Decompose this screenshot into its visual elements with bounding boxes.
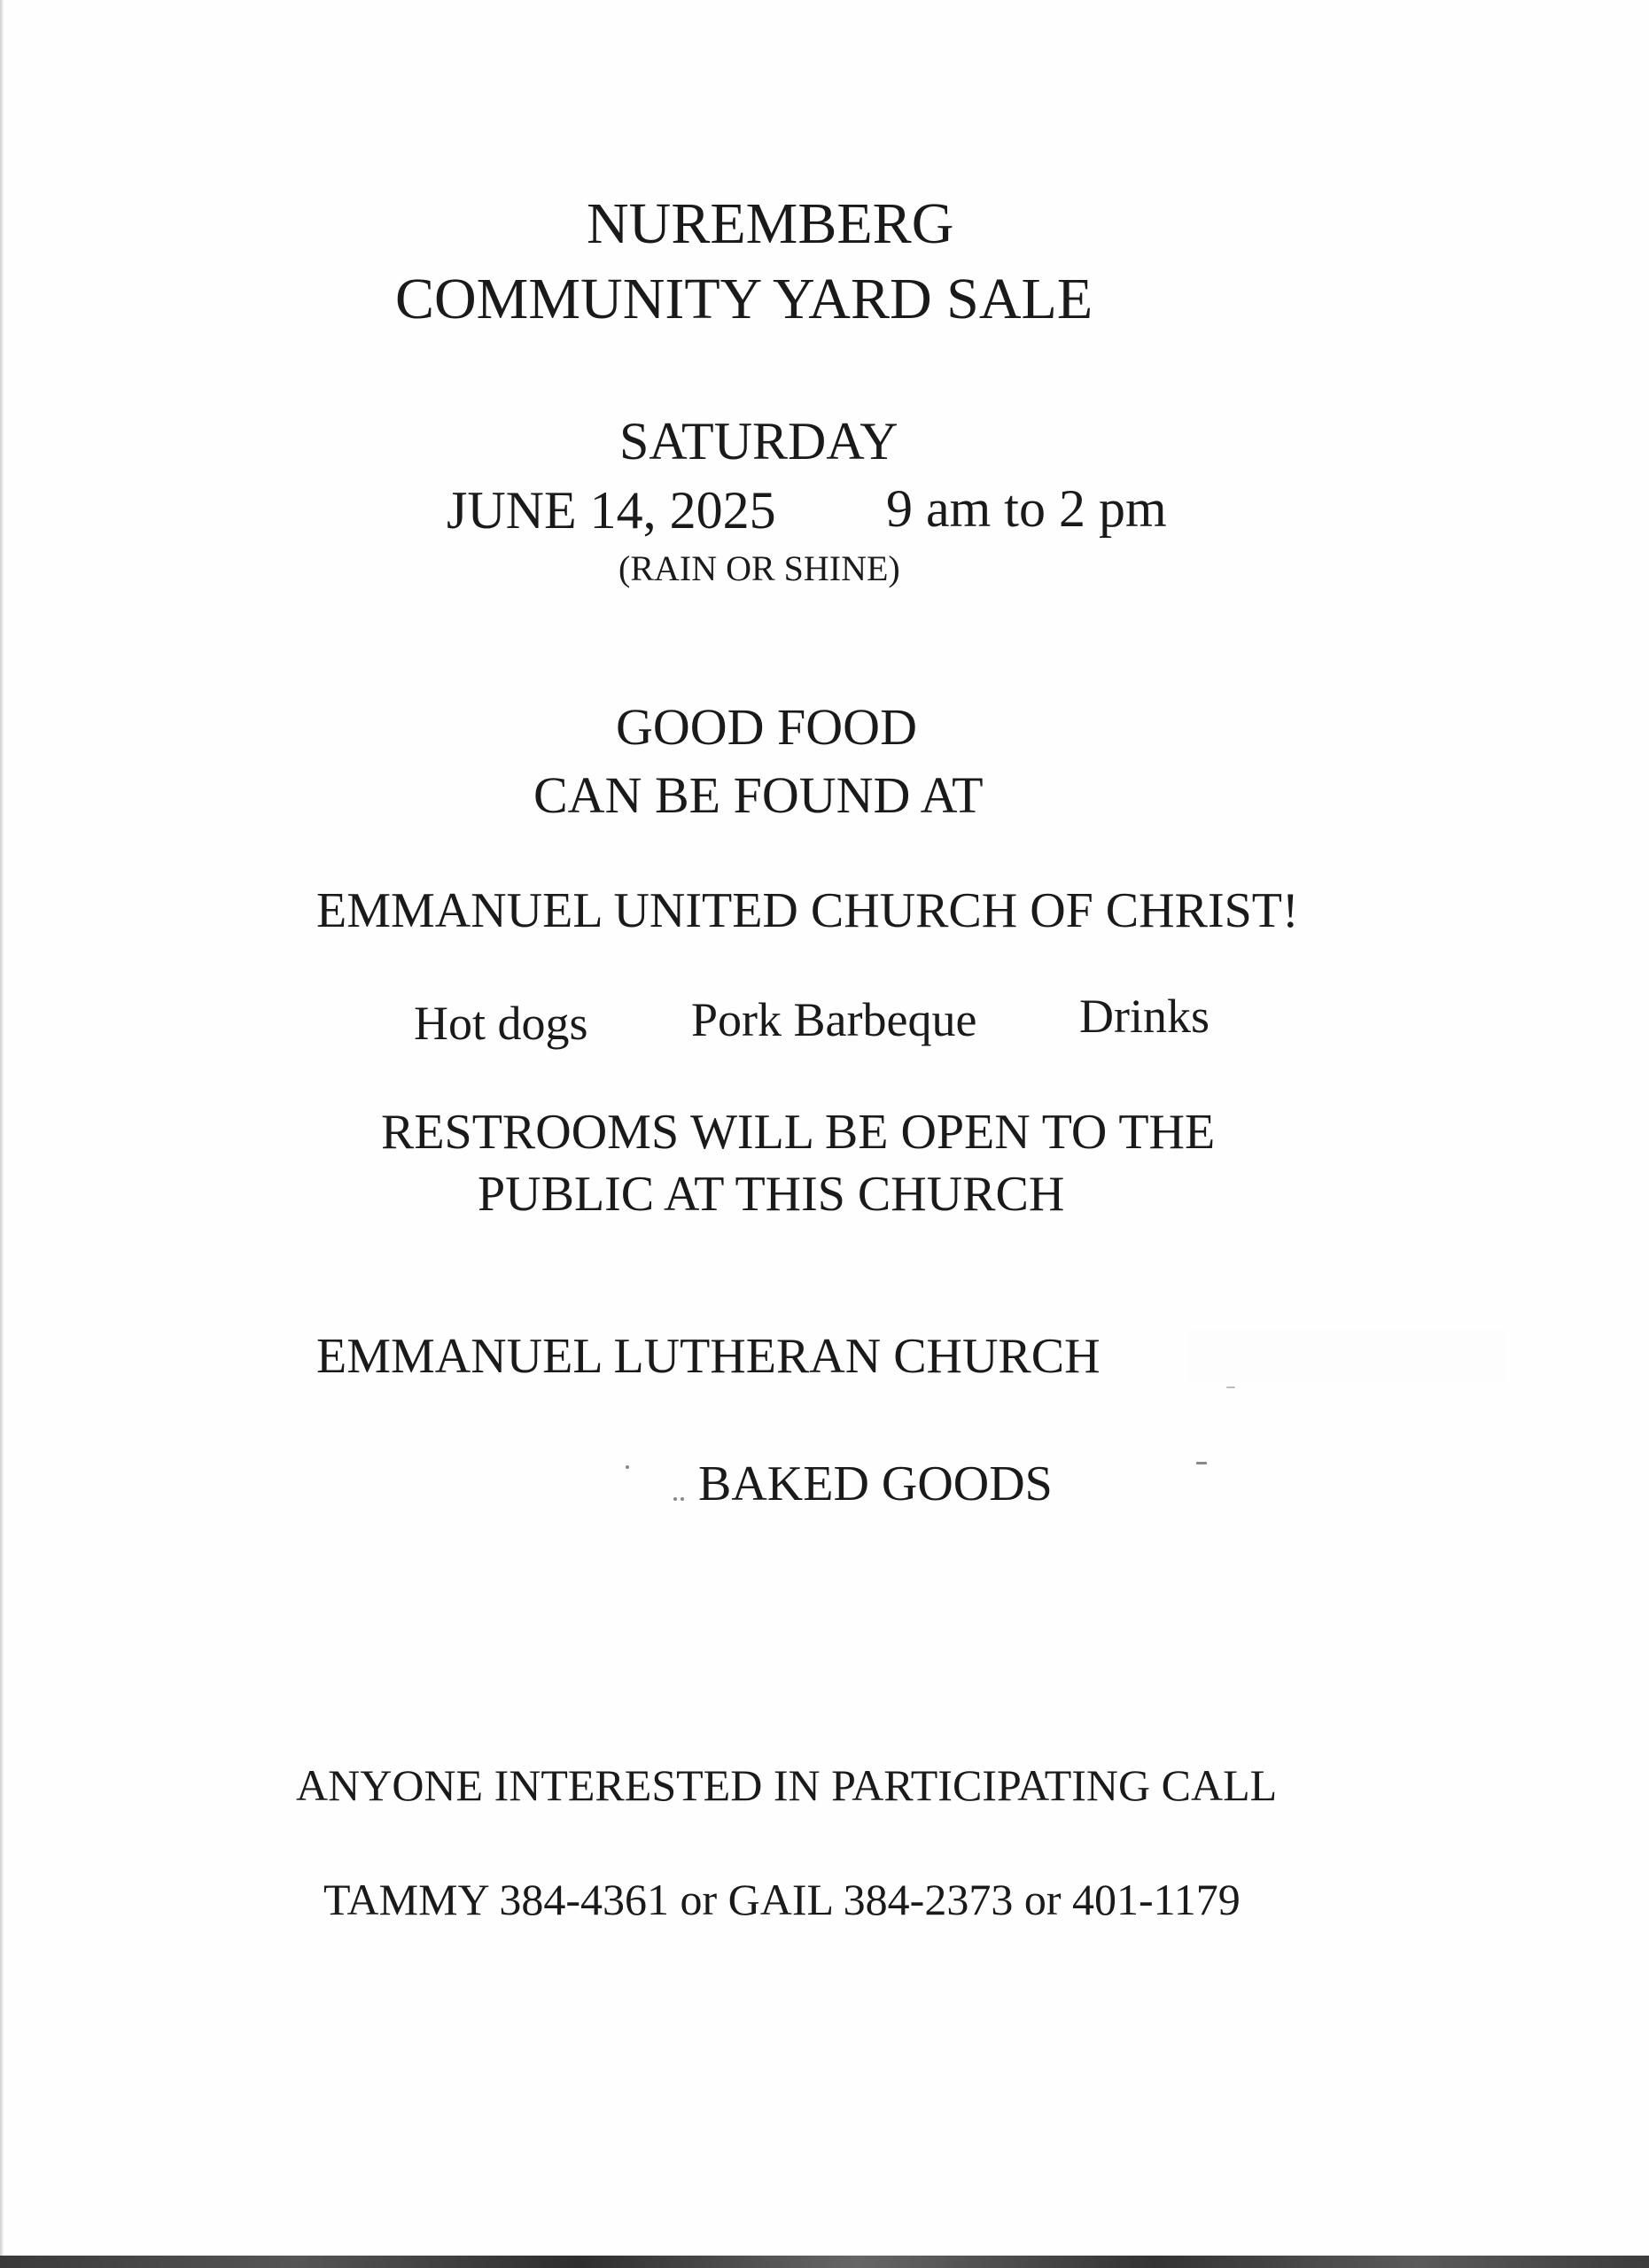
scan-left-edge <box>0 0 4 2268</box>
title-town: NUREMBERG <box>587 191 954 256</box>
food-heading: GOOD FOOD <box>616 698 917 756</box>
scan-speck <box>681 1497 684 1501</box>
restrooms-notice-line2: PUBLIC AT THIS CHURCH <box>478 1167 1065 1222</box>
church-lutheran-name: EMMANUEL LUTHERAN CHURCH <box>316 1329 1101 1384</box>
contact-numbers: TAMMY 384-4361 or GAIL 384-2373 or 401-1179 <box>323 1875 1241 1924</box>
scan-speck <box>1226 1386 1235 1388</box>
menu-item-drinks: Drinks <box>1079 990 1210 1043</box>
church-ucc-name: EMMANUEL UNITED CHURCH OF CHRIST! <box>316 883 1299 938</box>
scan-speck <box>626 1465 629 1469</box>
scan-bottom-edge <box>0 2256 1649 2268</box>
baked-goods-offer: BAKED GOODS <box>698 1456 1053 1511</box>
scan-speck <box>1196 1462 1207 1464</box>
event-time: 9 am to 2 pm <box>886 479 1167 538</box>
title-event: COMMUNITY YARD SALE <box>395 267 1093 331</box>
erased-area <box>1187 1329 1506 1382</box>
event-date: JUNE 14, 2025 <box>447 481 776 540</box>
scan-speck <box>673 1497 677 1501</box>
menu-item-hot-dogs: Hot dogs <box>414 997 588 1050</box>
participation-call: ANYONE INTERESTED IN PARTICIPATING CALL <box>296 1760 1278 1810</box>
menu-item-pork-barbeque: Pork Barbeque <box>691 993 977 1046</box>
restrooms-notice-line1: RESTROOMS WILL BE OPEN TO THE <box>381 1105 1216 1160</box>
event-day: SATURDAY <box>619 412 898 470</box>
weather-note: (RAIN OR SHINE) <box>618 548 900 588</box>
food-subheading: CAN BE FOUND AT <box>533 766 984 824</box>
